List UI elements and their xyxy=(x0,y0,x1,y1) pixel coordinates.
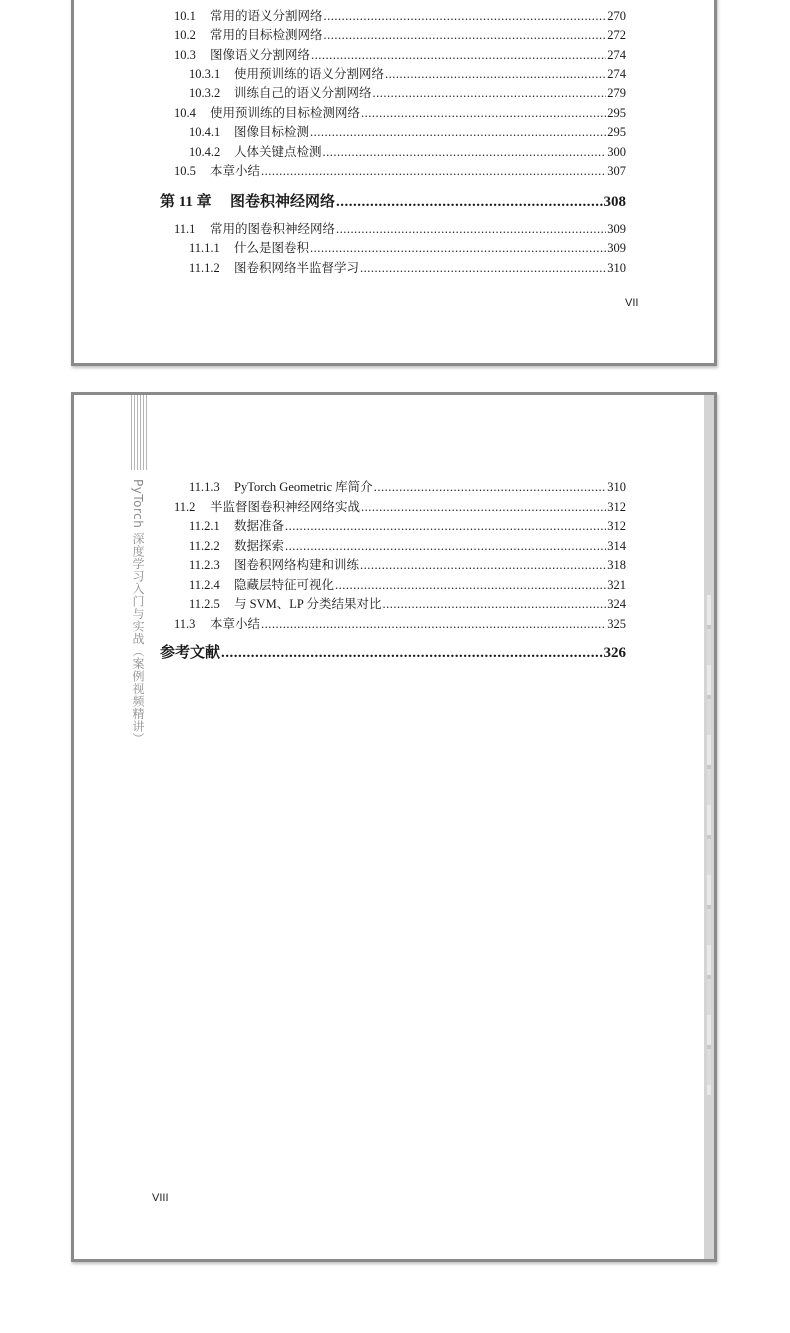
toc-entry-page: 325 xyxy=(607,617,626,631)
toc-entry-page: 321 xyxy=(607,578,626,592)
toc-leader-dots xyxy=(323,144,607,160)
toc-entry-number: 11.2.1 xyxy=(189,519,220,533)
toc-entry-title: 本章小结 xyxy=(210,164,261,178)
toc-entry-10-4[interactable] xyxy=(174,105,626,124)
toc-entry-title: 使用预训练的目标检测网络 xyxy=(210,106,361,120)
toc-chapter-11[interactable] xyxy=(160,194,626,216)
toc-entry-page: 307 xyxy=(607,164,626,178)
toc-leader-dots xyxy=(336,221,606,237)
toc-entry-title: 图卷积网络构建和训练 xyxy=(234,558,360,572)
toc-leader-dots xyxy=(385,66,606,82)
toc-leader-dots xyxy=(221,645,602,661)
toc-leader-dots xyxy=(382,596,606,612)
toc-entry-number: 10.4 xyxy=(174,106,196,120)
toc-entry-10-4-2[interactable] xyxy=(189,144,626,163)
spine-decoration xyxy=(131,395,147,470)
toc-entry-page: 274 xyxy=(607,67,626,81)
toc-entry-11-2-5[interactable] xyxy=(189,596,626,615)
toc-entry-11-1-3[interactable] xyxy=(189,479,626,498)
toc-entry-page: 279 xyxy=(607,86,626,100)
toc-entry-title: 人体关键点检测 xyxy=(234,145,322,159)
toc-entry-number: 10.3.1 xyxy=(189,67,221,81)
toc-references[interactable] xyxy=(160,645,626,667)
toc-entry-page: 270 xyxy=(607,9,626,23)
toc-entry-number: 10.2 xyxy=(174,28,196,42)
toc-entry-number: 11.1 xyxy=(174,222,196,236)
toc-leader-dots xyxy=(285,538,606,554)
toc-entry-10-4-1[interactable] xyxy=(189,124,626,143)
toc-entry-title: 使用预训练的语义分割网络 xyxy=(234,67,385,81)
toc-entry-10-3-2[interactable] xyxy=(189,85,626,104)
toc-entry-number: 10.1 xyxy=(174,9,196,23)
toc-leader-dots xyxy=(335,577,606,593)
toc-leader-dots xyxy=(310,240,606,256)
toc-entry-11-2-2[interactable] xyxy=(189,538,626,557)
toc-leader-dots xyxy=(361,105,606,121)
toc-entry-number: 10.3 xyxy=(174,48,196,62)
toc-entry-11-1[interactable] xyxy=(174,221,626,240)
toc-entry-title: 训练自己的语义分割网络 xyxy=(234,86,372,100)
toc-entry-page: 310 xyxy=(607,480,626,494)
toc-entry-11-2[interactable] xyxy=(174,499,626,518)
toc-entry-11-2-4[interactable] xyxy=(189,577,626,596)
toc-leader-dots xyxy=(324,27,607,43)
toc-entry-10-3-1[interactable] xyxy=(189,66,626,85)
toc-entry-page: 312 xyxy=(607,500,626,514)
toc-entry-title: 图像语义分割网络 xyxy=(210,48,311,62)
toc-entry-title: 图像目标检测 xyxy=(234,125,310,139)
toc-entry-number: 11.2.5 xyxy=(189,597,220,611)
toc-entry-11-3[interactable] xyxy=(174,616,626,635)
toc-entry-number: 10.5 xyxy=(174,164,196,178)
toc-entry-page: 314 xyxy=(607,539,626,553)
toc-entry-title: 数据准备 xyxy=(234,519,285,533)
toc-entry-title: 什么是图卷积 xyxy=(234,241,310,255)
toc-entry-10-1[interactable] xyxy=(174,8,626,27)
toc-references-page: 326 xyxy=(603,645,626,661)
toc-entry-number: 11.2.4 xyxy=(189,578,220,592)
toc-entry-page: 295 xyxy=(607,106,626,120)
page-number: VIII xyxy=(152,1192,169,1204)
toc-entry-page: 300 xyxy=(607,145,626,159)
toc-entry-page: 309 xyxy=(607,241,626,255)
toc-chapter-page: 308 xyxy=(603,194,626,210)
toc-entry-title: 图卷积网络半监督学习 xyxy=(234,261,360,275)
toc-entry-number: 11.2.2 xyxy=(189,539,220,553)
toc-leader-dots xyxy=(310,124,606,140)
toc-entry-number: 11.2 xyxy=(174,500,196,514)
page-number: VII xyxy=(625,297,639,309)
toc-leader-dots xyxy=(373,85,607,101)
book-page-vii xyxy=(71,0,717,366)
toc-entry-page: 295 xyxy=(607,125,626,139)
toc-entry-page: 274 xyxy=(607,48,626,62)
toc-entry-number: 10.4.2 xyxy=(189,145,221,159)
toc-leader-dots xyxy=(361,499,606,515)
toc-entry-title: PyTorch Geometric 库简介 xyxy=(234,480,373,494)
toc-entry-title: 数据探索 xyxy=(234,539,285,553)
toc-leader-dots xyxy=(311,47,606,63)
toc-entry-number: 10.3.2 xyxy=(189,86,221,100)
toc-entry-page: 324 xyxy=(607,597,626,611)
toc-entry-page: 309 xyxy=(607,222,626,236)
toc-entry-title: 与 SVM、LP 分类结果对比 xyxy=(234,597,382,611)
toc-entry-page: 310 xyxy=(607,261,626,275)
toc-leader-dots xyxy=(374,479,607,495)
toc-entry-number: 11.1.1 xyxy=(189,241,220,255)
toc-entry-11-2-1[interactable] xyxy=(189,518,626,537)
toc-entry-10-5[interactable] xyxy=(174,163,626,182)
toc-leader-dots xyxy=(261,163,606,179)
toc-entry-number: 10.4.1 xyxy=(189,125,221,139)
toc-entry-11-1-2[interactable] xyxy=(189,260,626,279)
toc-leader-dots xyxy=(360,260,606,276)
toc-entry-title: 常用的语义分割网络 xyxy=(210,9,323,23)
toc-entry-number: 11.1.2 xyxy=(189,261,220,275)
toc-entry-title: 常用的目标检测网络 xyxy=(210,28,323,42)
toc-entry-title: 半监督图卷积神经网络实战 xyxy=(210,500,361,514)
toc-entry-title: 常用的图卷积神经网络 xyxy=(210,222,336,236)
toc-entry-page: 312 xyxy=(607,519,626,533)
page-edge-strip xyxy=(704,395,714,1259)
toc-leader-dots xyxy=(324,8,607,24)
toc-leader-dots xyxy=(261,616,606,632)
toc-entry-10-2[interactable] xyxy=(174,27,626,46)
toc-entry-11-2-3[interactable] xyxy=(189,557,626,576)
toc-entry-number: 11.1.3 xyxy=(189,480,220,494)
toc-entry-page: 272 xyxy=(607,28,626,42)
book-title-vertical: PyTorch 深度学习入门与实战（案例视频精讲） xyxy=(131,479,145,746)
book-page-viii xyxy=(71,392,717,1262)
toc-entry-number: 11.3 xyxy=(174,617,196,631)
toc-leader-dots xyxy=(360,557,606,573)
toc-chapter-title: 图卷积神经网络 xyxy=(230,194,336,210)
toc-entry-title: 本章小结 xyxy=(210,617,261,631)
toc-references-title: 参考文献 xyxy=(160,645,221,661)
toc-leader-dots xyxy=(285,518,606,534)
toc-entry-number: 11.2.3 xyxy=(189,558,220,572)
toc-entry-10-3[interactable] xyxy=(174,47,626,66)
toc-entry-11-1-1[interactable] xyxy=(189,240,626,259)
toc-chapter-number: 第 11 章 xyxy=(160,194,212,210)
toc-entry-title: 隐藏层特征可视化 xyxy=(234,578,335,592)
toc-leader-dots xyxy=(336,194,602,210)
toc-entry-page: 318 xyxy=(607,558,626,572)
